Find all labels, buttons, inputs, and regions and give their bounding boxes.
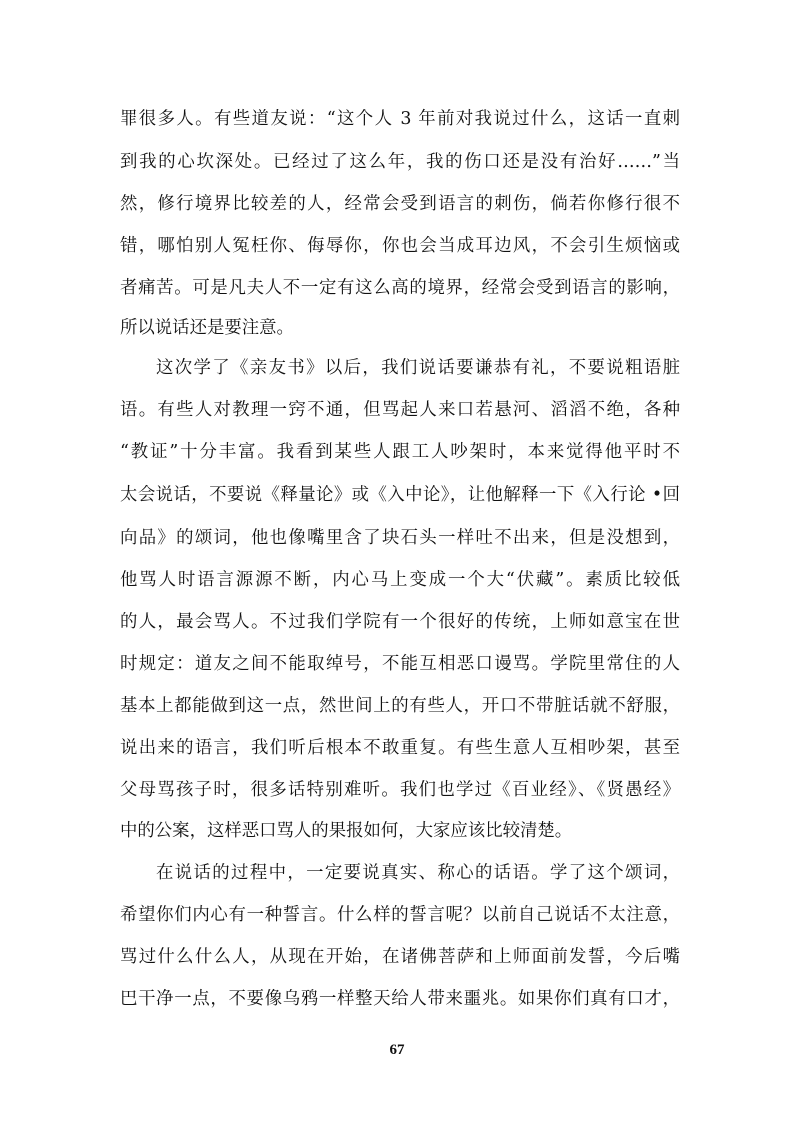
- text-line: 时规定：道友之间不能取绰号，不能互相恶口谩骂。学院里常住的人: [120, 654, 680, 674]
- text-line: 所以说话还是要注意。: [120, 318, 294, 338]
- text-line: 父母骂孩子时，很多话特别难听。我们也学过《百业经》、《贤愚经》: [120, 780, 680, 800]
- text-line: 说出来的语言，我们听后根本不敢重复。有些生意人互相吵架，甚至: [120, 738, 680, 758]
- text-line: 在说话的过程中，一定要说真实、称心的话语。学了这个颂词，: [156, 863, 680, 883]
- text-line: 者痛苦。可是凡夫人不一定有这么高的境界，经常会受到语言的影响，: [120, 278, 680, 298]
- text-line: 语。有些人对教理一窍不通，但骂起人来口若悬河、滔滔不绝，各种: [120, 400, 680, 420]
- text-line: 的人，最会骂人。不过我们学院有一个很好的传统，上师如意宝在世: [120, 612, 680, 632]
- text-line: 他骂人时语言源源不断，内心马上变成一个大“伏藏”。素质比较低: [120, 570, 680, 590]
- text-line: 中的公案，这样恶口骂人的果报如何，大家应该比较清楚。: [120, 821, 573, 841]
- text-line: 向品》的颂词，他也像嘴里含了块石头一样吐不出来，但是没想到，: [120, 528, 680, 548]
- text-line: “教证”十分丰富。我看到某些人跟工人吵架时，本来觉得他平时不: [120, 442, 680, 462]
- text-line: 到我的心坎深处。已经过了这么年，我的伤口还是没有治好……”当: [120, 152, 680, 172]
- text-line: 错，哪怕别人冤枉你、侮辱你，你也会当成耳边风，不会引生烦恼或: [120, 236, 680, 256]
- text-line: 太会说话，不要说《释量论》或《入中论》，让他解释一下《入行论 •回: [120, 485, 680, 505]
- text-line: 这次学了《亲友书》以后，我们说话要谦恭有礼，不要说粗语脏: [156, 358, 680, 378]
- text-line: 基本上都能做到这一点，然世间上的有些人，开口不带脏话就不舒服，: [120, 696, 680, 716]
- text-line: 罪很多人。有些道友说：“这个人 3 年前对我说过什么，这话一直刺: [120, 109, 680, 129]
- text-line: 希望你们内心有一种誓言。什么样的誓言呢？以前自己说话不太注意，: [120, 905, 680, 925]
- page-number: 67: [389, 1042, 405, 1058]
- text-line: 巴干净一点，不要像乌鸦一样整天给人带来噩兆。如果你们真有口才，: [120, 989, 680, 1009]
- text-line: 骂过什么什么人，从现在开始，在诸佛菩萨和上师面前发誓，今后嘴: [120, 947, 680, 967]
- text-line: 然，修行境界比较差的人，经常会受到语言的刺伤，倘若你修行很不: [120, 194, 680, 214]
